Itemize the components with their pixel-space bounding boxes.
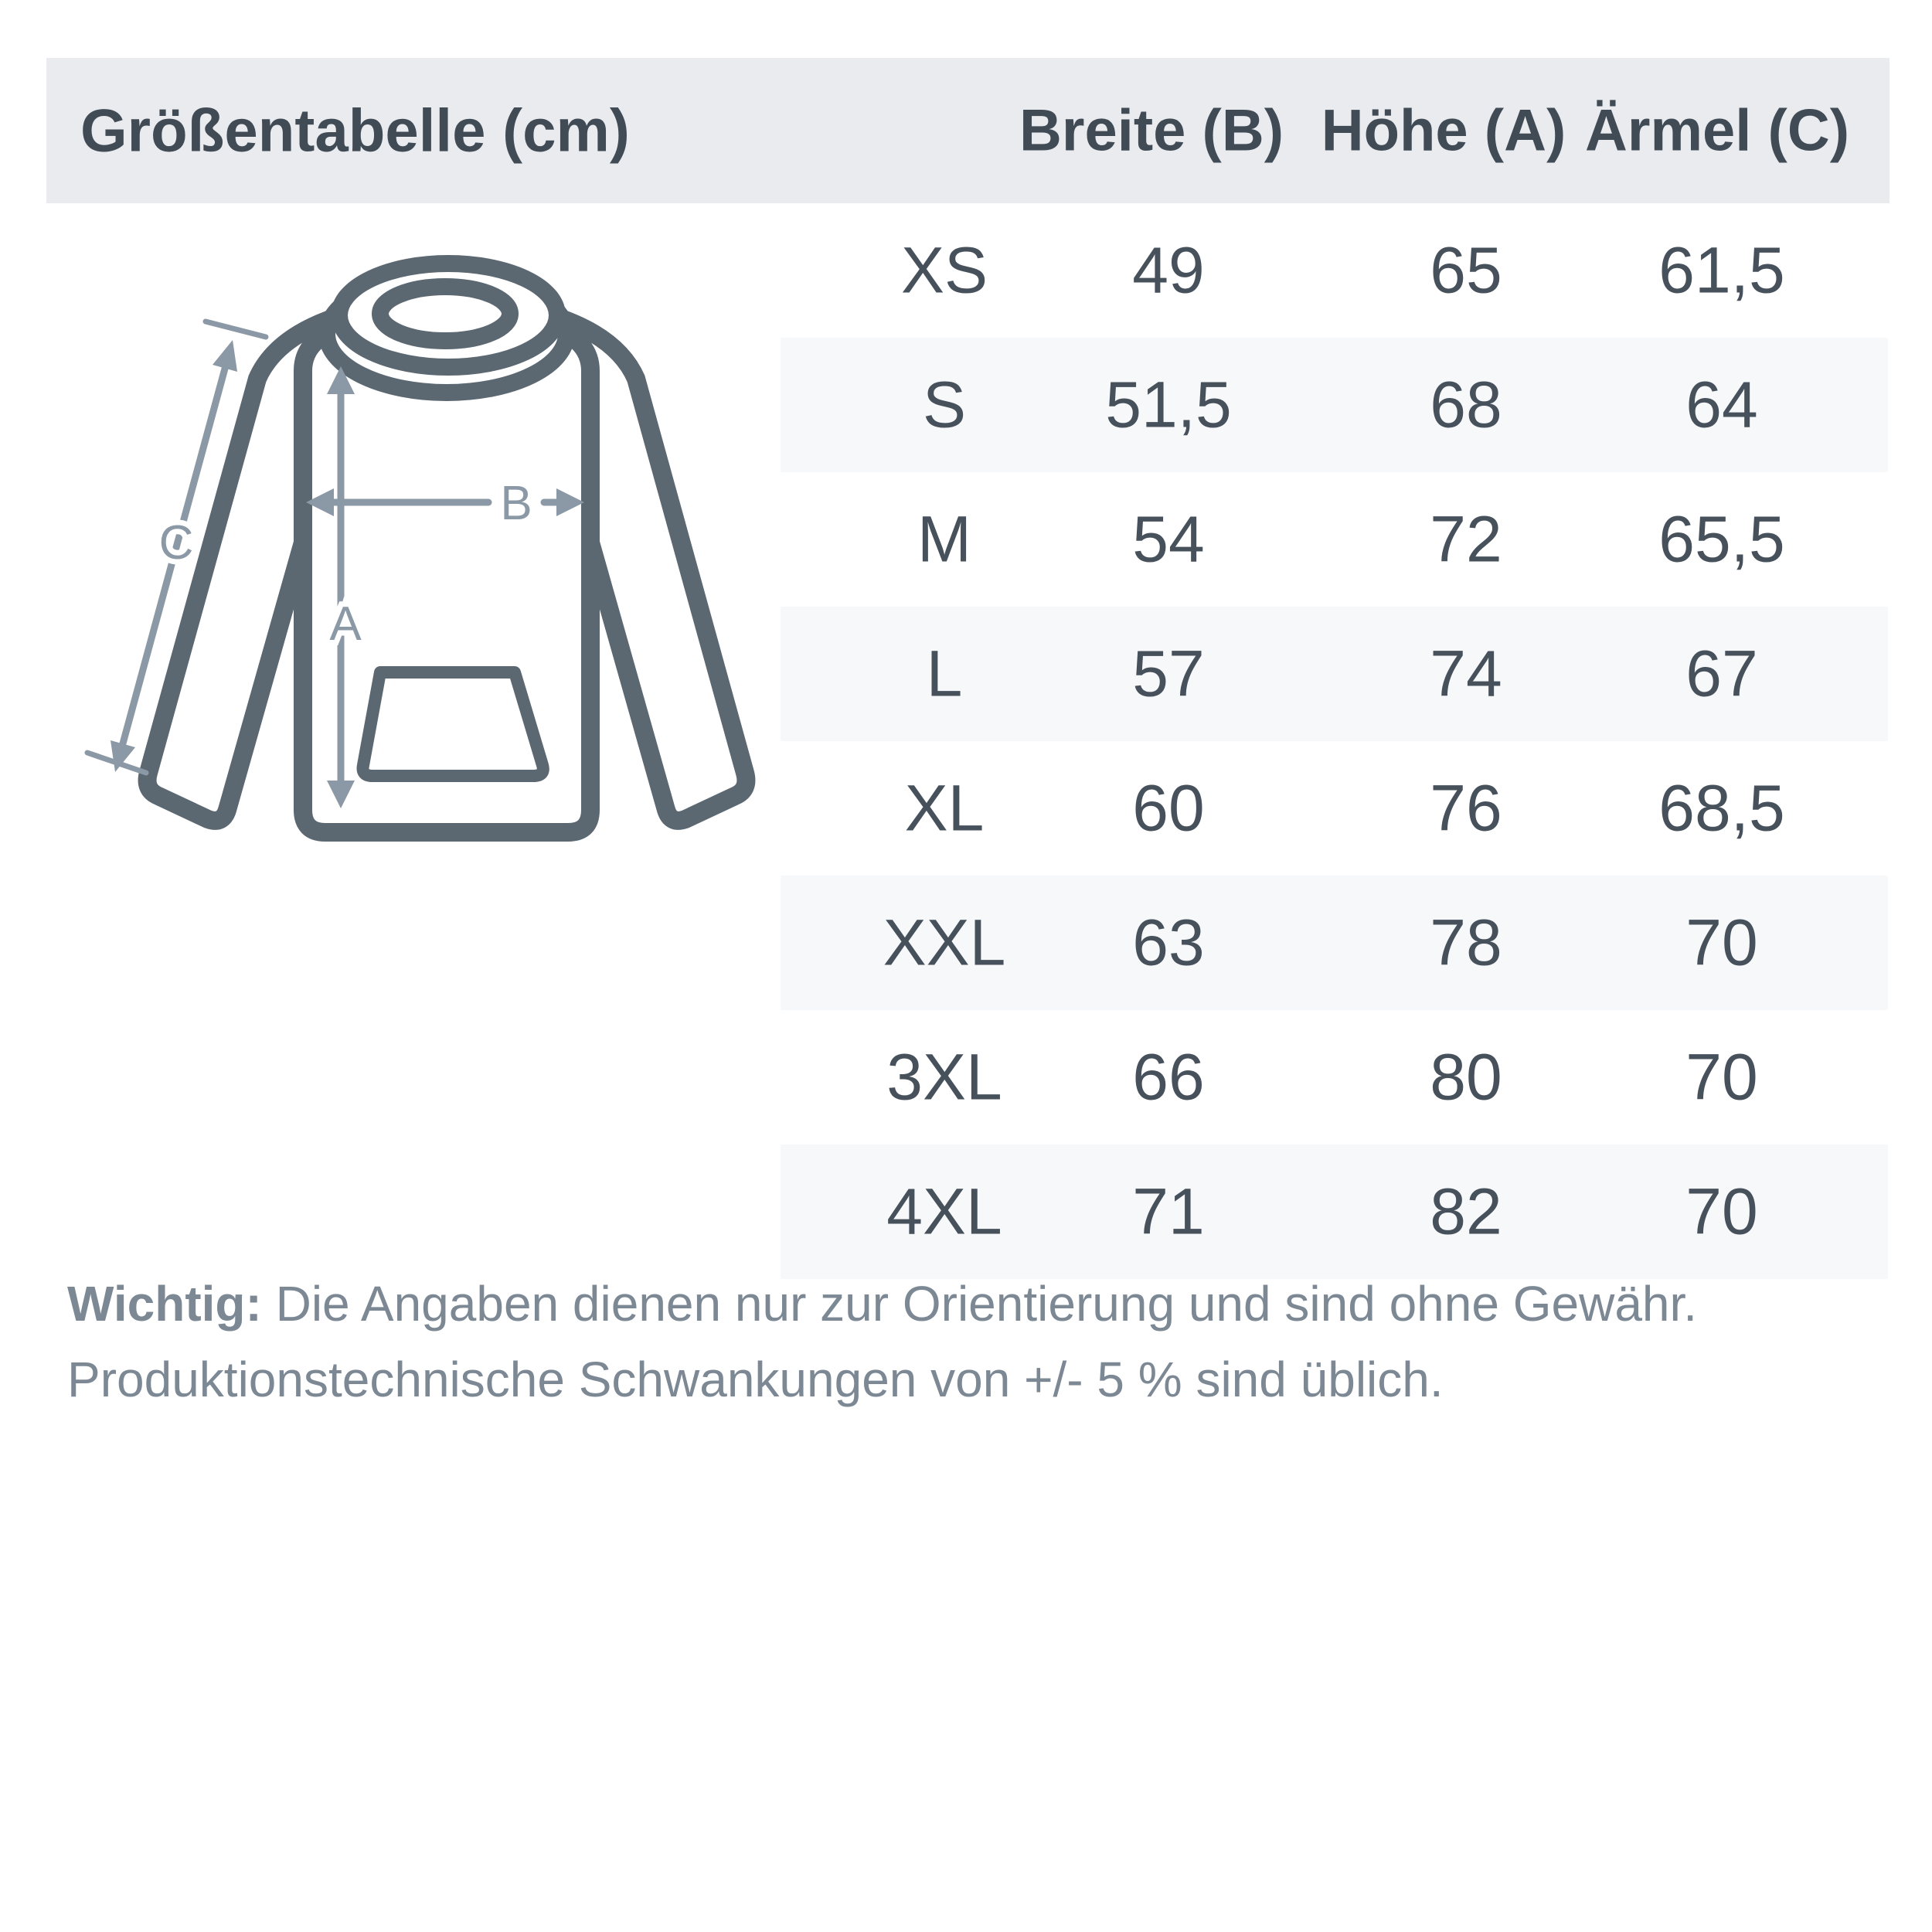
breite-value: 60 bbox=[1132, 771, 1205, 845]
breite-value: 71 bbox=[1132, 1175, 1205, 1248]
hoodie-measurement-diagram bbox=[31, 193, 773, 889]
size-label: 3XL bbox=[886, 1040, 1002, 1114]
breite-value: 54 bbox=[1132, 502, 1205, 576]
size-label: 4XL bbox=[886, 1175, 1002, 1248]
hoodie-hood bbox=[327, 264, 566, 393]
size-label: XL bbox=[904, 771, 985, 845]
table-row-4xl bbox=[781, 1145, 1888, 1279]
hoehe-value: 74 bbox=[1430, 637, 1502, 710]
disclaimer-line-2: Produktionstechnische Schwankungen von +/- 5 % sind üblich. bbox=[67, 1352, 1444, 1407]
breite-value: 63 bbox=[1132, 906, 1205, 979]
column-header-breite: Breite (B) bbox=[1019, 97, 1284, 164]
measure-label-breite: B bbox=[500, 477, 532, 530]
size-chart-header-bar bbox=[46, 58, 1889, 203]
size-label: L bbox=[926, 637, 963, 710]
disclaimer-bold-prefix: Wichtig: bbox=[67, 1276, 262, 1332]
breite-value: 66 bbox=[1132, 1040, 1205, 1114]
hoehe-value: 78 bbox=[1430, 906, 1502, 979]
disclaimer-line-1 bbox=[67, 1266, 1697, 1342]
size-label: S bbox=[922, 368, 967, 441]
table-row-s bbox=[781, 338, 1888, 472]
size-table bbox=[781, 203, 1888, 1279]
measure-label-aermel: C bbox=[158, 516, 194, 570]
aermel-value: 61,5 bbox=[1658, 233, 1785, 307]
aermel-value: 67 bbox=[1685, 637, 1758, 710]
page-title: Größentabelle (cm) bbox=[80, 96, 630, 165]
aermel-value: 65,5 bbox=[1658, 502, 1785, 576]
breite-value: 57 bbox=[1132, 637, 1205, 710]
breite-value: 49 bbox=[1132, 233, 1205, 307]
table-row-xxl bbox=[781, 876, 1888, 1010]
size-label: XXL bbox=[883, 906, 1006, 979]
disclaimer-line-1-text: Die Angaben dienen nur zur Orientierung und sind ohne Gewähr. bbox=[261, 1276, 1698, 1332]
table-row-xs bbox=[781, 203, 1888, 338]
table-row-3xl bbox=[781, 1010, 1888, 1145]
table-row-l bbox=[781, 607, 1888, 741]
aermel-value: 70 bbox=[1685, 906, 1758, 979]
table-row-xl bbox=[781, 741, 1888, 876]
aermel-value: 70 bbox=[1685, 1175, 1758, 1248]
hoehe-value: 72 bbox=[1430, 502, 1502, 576]
column-header-hoehe: Höhe (A) bbox=[1321, 97, 1566, 164]
hoehe-value: 68 bbox=[1430, 368, 1502, 441]
aermel-value: 70 bbox=[1685, 1040, 1758, 1114]
hoehe-value: 65 bbox=[1430, 233, 1502, 307]
size-label: XS bbox=[900, 233, 988, 307]
hoehe-value: 76 bbox=[1430, 771, 1502, 845]
table-row-m bbox=[781, 472, 1888, 607]
hoehe-value: 80 bbox=[1430, 1040, 1502, 1114]
size-label: M bbox=[917, 502, 971, 576]
aermel-value: 64 bbox=[1685, 368, 1758, 441]
breite-value: 51,5 bbox=[1105, 368, 1232, 441]
measure-label-hoehe: A bbox=[329, 597, 362, 651]
hoodie-pocket bbox=[363, 672, 543, 776]
aermel-value: 68,5 bbox=[1658, 771, 1785, 845]
hoehe-value: 82 bbox=[1430, 1175, 1502, 1248]
disclaimer-note bbox=[67, 1266, 1697, 1417]
column-header-aermel: Ärmel (C) bbox=[1584, 97, 1850, 164]
